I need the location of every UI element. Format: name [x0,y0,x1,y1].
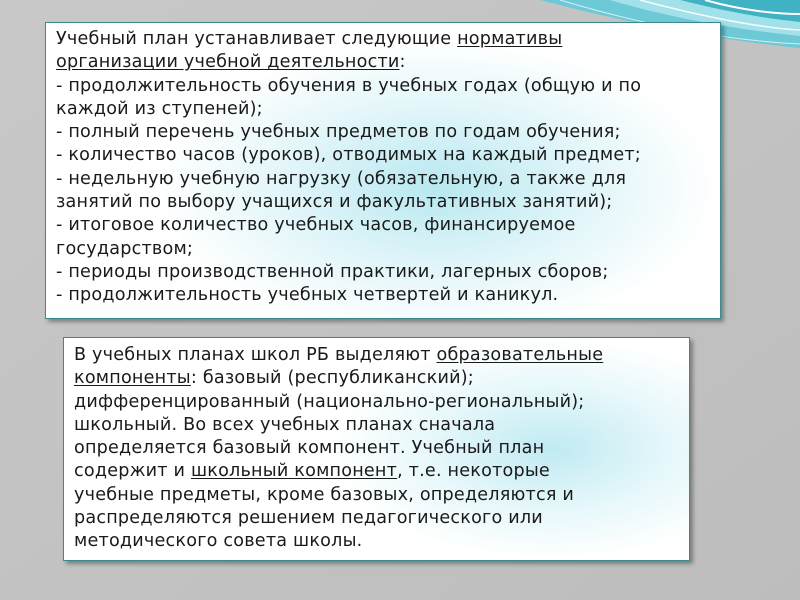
components-line-8: распределяются решением педагогического или [74,508,543,529]
norms-list-line: занятий по выбору учащихся и факультативных занятий); [56,192,613,213]
norms-term-part-1: нормативы [457,29,563,49]
components-text: , т.е. некоторые [397,461,550,482]
norms-intro-colon: : [399,52,406,73]
educational-components-textbox [63,337,690,561]
components-line-4: школьный. Во всех учебных планах сначала [74,414,496,435]
norms-list-line: - продолжительность учебных четвертей и каникул. [56,285,559,306]
components-term-part-2: компоненты [74,368,191,389]
components-line-5: определяется базовый компонент. Учебный план [74,438,545,459]
norms-list-line: - продолжительность обучения в учебных годах (общую и по [56,75,642,96]
norms-list-line: - полный перечень учебных предметов по годам обучения; [56,122,621,143]
components-text: : базовый (республиканский); [190,368,474,389]
school-component-term: школьный компонент [190,461,398,482]
norms-list-line: государством; [56,238,194,259]
components-text: В учебных планах школ РБ выделяют [74,345,437,365]
norms-term-part-2: организации учебной деятельности [56,52,400,73]
components-line-9: методического совета школы. [74,531,363,552]
components-line-3: дифференцированный (национально-региональный); [74,391,585,412]
components-line-7: учебные предметы, кроме базовых, определяются и [74,484,575,505]
norms-intro-line-1 [56,28,714,51]
norms-intro-text: Учебный план устанавливает следующие [56,29,458,49]
components-line-1 [74,344,683,367]
components-line-6 [74,460,683,483]
components-term-part-1: образовательные [436,345,604,365]
norms-list-line: - периоды производственной практики, лагерных сборов; [56,261,609,282]
components-text: содержит и [74,461,191,482]
norms-list-line: - недельную учебную нагрузку (обязательную, а также для [56,168,627,189]
components-line-2 [74,367,683,390]
norms-intro-line-2 [56,51,714,74]
norms-list-line: - итоговое количество учебных часов, финансируемое [56,215,576,236]
curriculum-norms-textbox [45,22,721,319]
norms-list-line: - количество часов (уроков), отводимых на каждый предмет; [56,145,641,166]
norms-list-line: каждой из ступеней); [56,98,263,119]
